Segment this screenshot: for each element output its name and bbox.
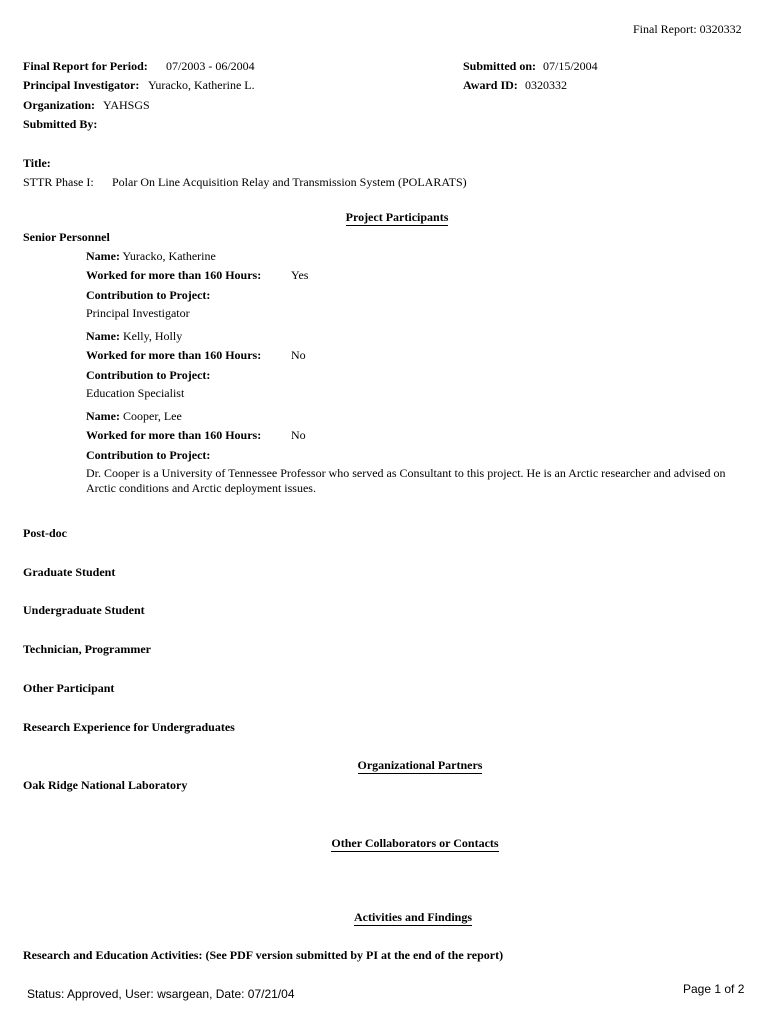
person-name-row	[86, 329, 182, 344]
hours-value: No	[291, 348, 306, 362]
contribution-label: Contribution to Project:	[86, 288, 211, 302]
contribution-text: Education Specialist	[86, 386, 185, 400]
name-label: Name:	[86, 329, 120, 343]
hours-label: Worked for more than 160 Hours:	[86, 428, 262, 442]
hours-value: No	[291, 428, 306, 442]
title-value: Polar On Line Acquisition Relay and Transmission System (POLARATS)	[112, 175, 467, 189]
contribution-label: Contribution to Project:	[86, 448, 211, 462]
award-label: Award ID:	[463, 78, 518, 92]
category-other-participant: Other Participant	[23, 681, 115, 695]
participants-heading: Project Participants	[345, 210, 449, 224]
person-name-row	[86, 409, 182, 424]
hours-label: Worked for more than 160 Hours:	[86, 268, 262, 282]
person-name: Kelly, Holly	[122, 329, 183, 343]
category-undergraduate-student: Undergraduate Student	[23, 603, 145, 617]
person-name-row	[86, 249, 216, 264]
organization-label: Organization:	[23, 98, 95, 112]
research-activities-label: Research and Education Activities: (See PDF version submitted by PI at the end of the report)	[23, 948, 504, 962]
name-label: Name:	[86, 249, 120, 263]
category-reu: Research Experience for Undergraduates	[23, 720, 235, 734]
submitted-by-label: Submitted By:	[23, 117, 98, 131]
award-value: 0320332	[525, 78, 567, 92]
period-label: Final Report for Period:	[23, 59, 148, 73]
category-graduate-student: Graduate Student	[23, 565, 116, 579]
contribution-text: Principal Investigator	[86, 306, 190, 320]
period-value: 07/2003 - 06/2004	[166, 59, 255, 73]
senior-personnel-label: Senior Personnel	[23, 230, 110, 244]
contribution-text: Dr. Cooper is a University of Tennessee Professor who served as Consultant to this project. He is an Arctic researcher and advised on Arctic conditions and Arctic deployment issues.	[86, 466, 726, 495]
pi-label: Principal Investigator:	[23, 78, 140, 92]
category-technician-programmer: Technician, Programmer	[23, 642, 151, 656]
title-prefix: STTR Phase I:	[23, 175, 94, 189]
partner-item: Oak Ridge National Laboratory	[23, 778, 188, 792]
partners-heading: Organizational Partners	[357, 758, 483, 772]
hours-label: Worked for more than 160 Hours:	[86, 348, 262, 362]
category-post-doc: Post-doc	[23, 526, 67, 540]
submitted-on-value: 07/15/2004	[543, 59, 598, 73]
contribution-label: Contribution to Project:	[86, 368, 211, 382]
title-label: Title:	[23, 156, 51, 170]
report-id-header: Final Report: 0320332	[633, 22, 742, 36]
submitted-on-label: Submitted on:	[463, 59, 537, 73]
page-number: Page 1 of 2	[683, 982, 745, 996]
person-name: Yuracko, Katherine	[122, 249, 216, 263]
name-label: Name:	[86, 409, 120, 423]
hours-value: Yes	[291, 268, 309, 282]
pi-value: Yuracko, Katherine L.	[148, 78, 255, 92]
status-footer: Status: Approved, User: wsargean, Date: 07/21/04	[27, 987, 295, 1001]
organization-value: YAHSGS	[103, 98, 150, 112]
person-name: Cooper, Lee	[122, 409, 182, 423]
collaborators-heading: Other Collaborators or Contacts	[331, 836, 499, 850]
activities-heading: Activities and Findings	[353, 910, 473, 924]
